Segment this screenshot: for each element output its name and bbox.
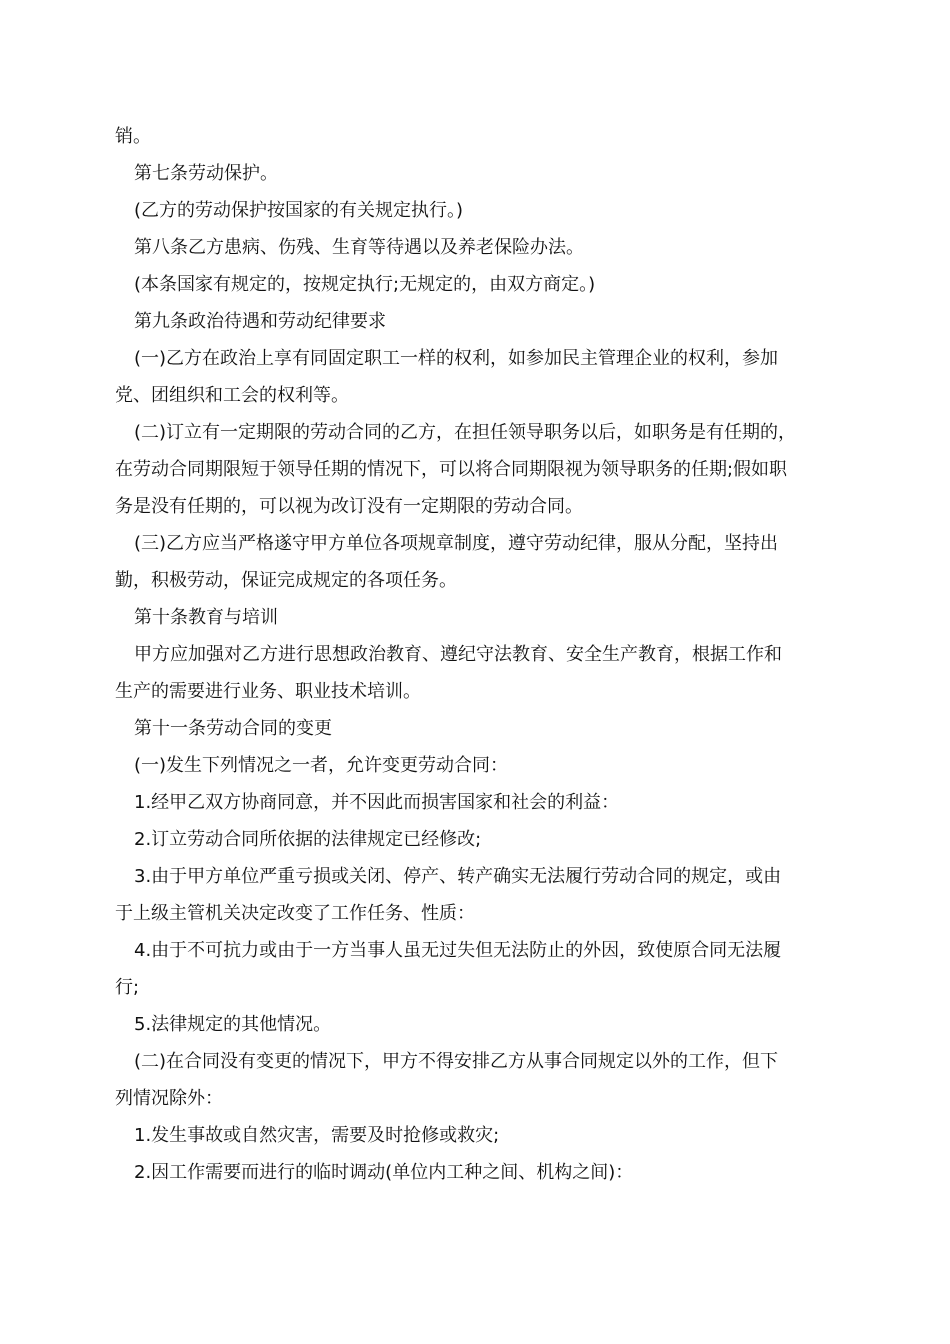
document-line: 第十条教育与培训 xyxy=(134,607,278,628)
document-line: 4.由于不可抗力或由于一方当事人虽无过失但无法防止的外因，致使原合同无法履 xyxy=(134,940,782,961)
document-line: 列情况除外： xyxy=(115,1088,223,1109)
document-line: 在劳动合同期限短于领导任期的情况下，可以将合同期限视为领导职务的任期;假如职 xyxy=(115,459,788,480)
document-line: 5.法律规定的其他情况。 xyxy=(134,1014,332,1035)
document-line: (二)订立有一定期限的劳动合同的乙方，在担任领导职务以后，如职务是有任期的， xyxy=(134,422,797,443)
document-line: (三)乙方应当严格遂守甲方单位各项规章制度，遵守劳动纪律，服从分配，坚持出 xyxy=(134,533,779,554)
document-line: 勤，积极劳动，保证完成规定的各项任务。 xyxy=(115,570,457,591)
document-body xyxy=(115,118,835,1191)
document-line: (本条国家有规定的，按规定执行;无规定的，由双方商定。) xyxy=(134,274,596,295)
document-line: 行; xyxy=(115,977,140,998)
document-line: 第八条乙方患病、伤残、生育等待遇以及养老保险办法。 xyxy=(134,237,584,258)
document-line: 生产的需要进行业务、职业技术培训。 xyxy=(115,681,421,702)
document-line: 2.订立劳动合同所依据的法律规定已经修改; xyxy=(134,829,482,850)
document-line: 1.发生事故或自然灾害，需要及时抢修或救灾; xyxy=(134,1125,500,1146)
document-line: 甲方应加强对乙方进行思想政治教育、遵纪守法教育、安全生产教育，根据工作和 xyxy=(134,644,782,665)
document-line: 第九条政治待遇和劳动纪律要求 xyxy=(134,311,386,332)
document-line: 务是没有任期的，可以视为改订没有一定期限的劳动合同。 xyxy=(115,496,583,517)
document-line: 销。 xyxy=(115,126,151,147)
document-line: 于上级主管机关决定改变了工作任务、性质： xyxy=(115,903,475,924)
document-line: (一)乙方在政治上享有同固定职工一样的权利，如参加民主管理企业的权利，参加 xyxy=(134,348,779,369)
document-line: 1.经甲乙双方协商同意，并不因此而损害国家和社会的利益： xyxy=(134,792,620,813)
document-line: 第七条劳动保护。 xyxy=(134,163,278,184)
document-line: (乙方的劳动保护按国家的有关规定执行。) xyxy=(134,200,464,221)
document-line: 3.由于甲方单位严重亏损或关闭、停产、转产确实无法履行劳动合同的规定，或由 xyxy=(134,866,782,887)
document-line: 第十一条劳动合同的变更 xyxy=(134,718,332,739)
document-line: (二)在合同没有变更的情况下，甲方不得安排乙方从事合同规定以外的工作，但下 xyxy=(134,1051,779,1072)
document-line: 2.因工作需要而进行的临时调动(单位内工种之间、机构之间)： xyxy=(134,1162,634,1183)
document-line: (一)发生下列情况之一者，允许变更劳动合同： xyxy=(134,755,509,776)
document-line: 党、团组织和工会的权利等。 xyxy=(115,385,349,406)
